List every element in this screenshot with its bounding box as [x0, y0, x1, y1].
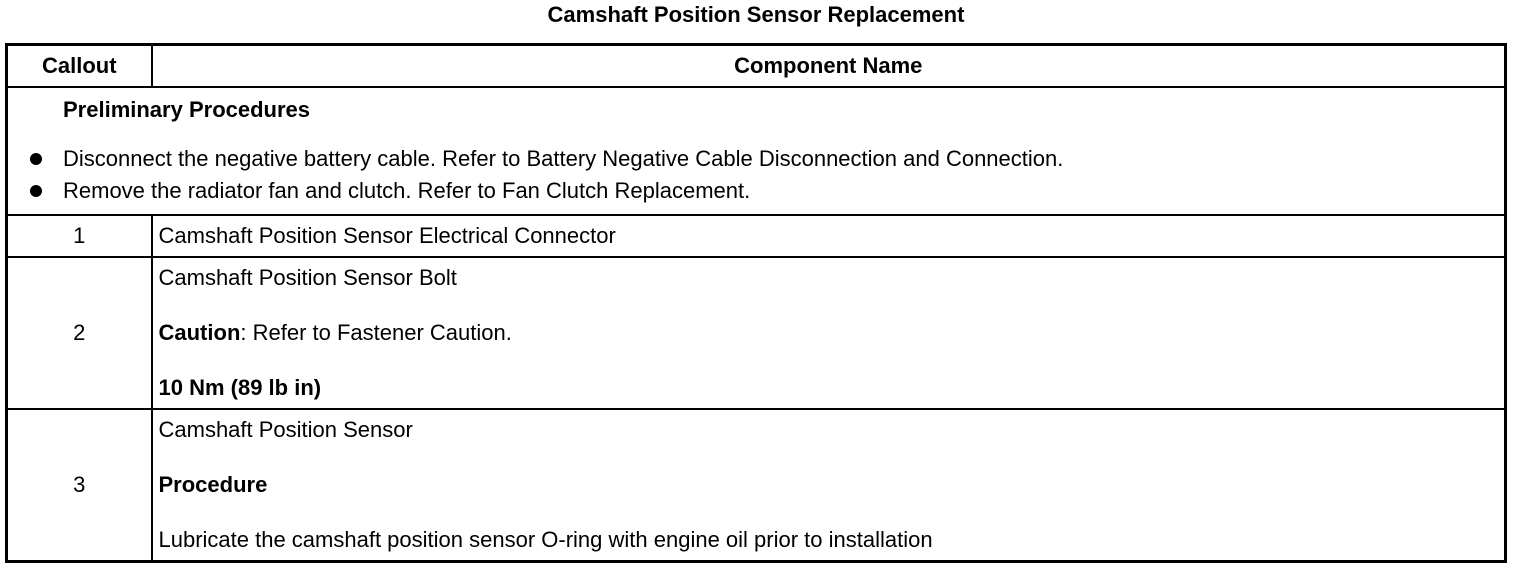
torque-spec: 10 Nm (89 lb in) [158, 375, 322, 400]
page-title: Camshaft Position Sensor Replacement [547, 2, 965, 27]
procedure-table [5, 43, 1507, 563]
list-item [8, 175, 1504, 207]
preliminary-item-text: Remove the radiator fan and clutch. Refer to Fan Clutch Replacement. [63, 178, 751, 203]
procedure-text: Lubricate the camshaft position sensor O-ring with engine oil prior to installation [158, 527, 933, 552]
component-name: Camshaft Position Sensor [158, 417, 413, 442]
preliminary-row [7, 87, 1506, 215]
preliminary-heading: Preliminary Procedures [63, 97, 311, 122]
preliminary-item-text: Disconnect the negative battery cable. Refer to Battery Negative Cable Disconnection and Connection. [63, 146, 1064, 171]
callout-cell: 2 [7, 257, 152, 409]
header-component-name: Component Name [152, 45, 1506, 88]
component-name: Camshaft Position Sensor Bolt [158, 265, 457, 290]
table-row [7, 257, 1506, 409]
header-callout: Callout [7, 45, 152, 88]
procedure-label: Procedure [158, 472, 268, 497]
preliminary-cell [7, 87, 1506, 215]
table-row [7, 409, 1506, 562]
bullet-icon [30, 153, 42, 165]
table-row [7, 215, 1506, 257]
list-item [8, 143, 1504, 175]
caution-label: Caution [158, 320, 241, 345]
callout-cell: 3 [7, 409, 152, 562]
component-name: Camshaft Position Sensor Electrical Connector [158, 223, 616, 248]
caution-text: : Refer to Fastener Caution. [240, 320, 512, 345]
caution-line [159, 320, 1505, 346]
component-cell [152, 215, 1506, 257]
component-cell [152, 257, 1506, 409]
bullet-icon [30, 185, 42, 197]
callout-cell: 1 [7, 215, 152, 257]
component-cell [152, 409, 1506, 562]
preliminary-list [8, 143, 1504, 207]
table-header-row [7, 45, 1506, 88]
